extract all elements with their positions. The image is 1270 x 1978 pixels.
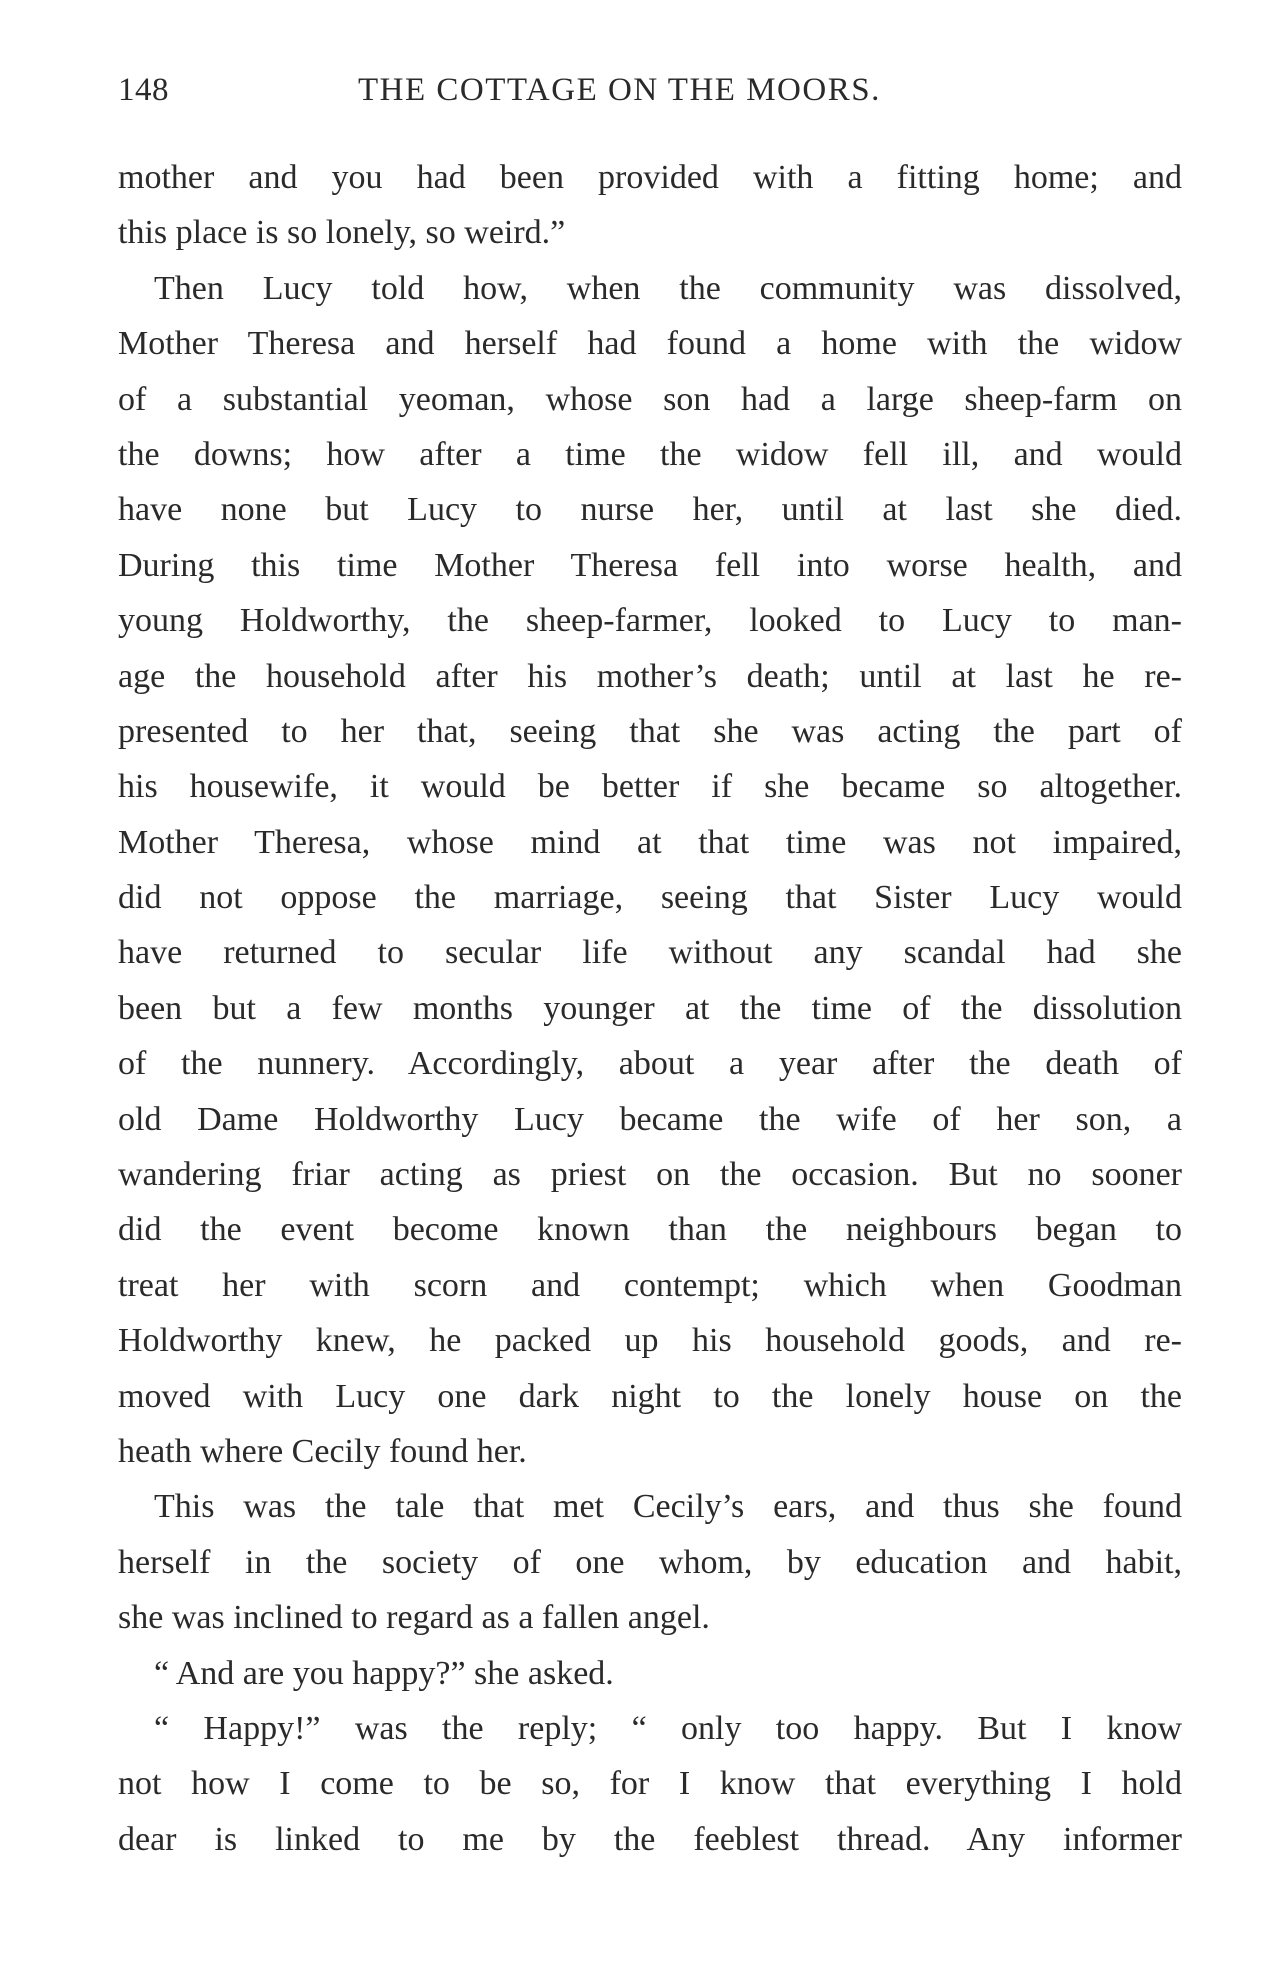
text-line: dear is linked to me by the feeblest thread. Any informer <box>118 1820 1182 1858</box>
text-line: of the nunnery. Accordingly, about a year after the death of <box>118 1045 1182 1083</box>
text-line: the downs; how after a time the widow fell ill, and would <box>118 435 1182 473</box>
paragraph <box>118 1701 1182 1867</box>
text-line: have returned to secular life without any scandal had she <box>118 934 1182 972</box>
text-line: heath where Cecily found her. <box>118 1432 527 1470</box>
text-line: Then Lucy told how, when the community was dissolved, <box>154 269 1182 307</box>
text-line: this place is so lonely, so weird.” <box>118 214 566 252</box>
text-line: wandering friar acting as priest on the occasion. But no sooner <box>118 1156 1182 1194</box>
page-number: 148 <box>118 72 169 108</box>
text-line: Holdworthy knew, he packed up his household goods, and re- <box>118 1322 1182 1360</box>
text-line: of a substantial yeoman, whose son had a large sheep-farm on <box>118 380 1182 418</box>
paragraph <box>118 150 1182 261</box>
text-line: been but a few months younger at the time of the dissolution <box>118 989 1182 1027</box>
text-line: “ And are you happy?” she asked. <box>154 1654 614 1692</box>
text-line: did not oppose the marriage, seeing that Sister Lucy would <box>118 879 1182 917</box>
text-line: During this time Mother Theresa fell into worse health, and <box>118 546 1182 584</box>
text-line: did the event become known than the neighbours began to <box>118 1211 1182 1249</box>
text-line: presented to her that, seeing that she was acting the part of <box>118 712 1182 750</box>
text-line: old Dame Holdworthy Lucy became the wife of her son, a <box>118 1100 1182 1138</box>
text-line: herself in the society of one whom, by education and habit, <box>118 1543 1182 1581</box>
text-line: young Holdworthy, the sheep-farmer, looked to Lucy to man- <box>118 602 1182 640</box>
text-line: his housewife, it would be better if she became so altogether. <box>118 768 1182 806</box>
text-line: treat her with scorn and contempt; which when Goodman <box>118 1266 1182 1304</box>
text-line: Mother Theresa and herself had found a home with the widow <box>118 325 1182 363</box>
text-line: moved with Lucy one dark night to the lonely house on the <box>118 1377 1182 1415</box>
page-header <box>118 72 1182 122</box>
text-line: not how I come to be so, for I know that everything I hold <box>118 1765 1182 1803</box>
text-line: Mother Theresa, whose mind at that time was not impaired, <box>118 823 1182 861</box>
text-line: age the household after his mother’s death; until at last he re- <box>118 657 1182 695</box>
text-line: This was the tale that met Cecily’s ears, and thus she found <box>154 1488 1182 1526</box>
running-title: THE COTTAGE ON THE MOORS. <box>358 72 881 108</box>
paragraph <box>118 1646 1182 1701</box>
paragraph <box>118 261 1182 1480</box>
text-line: have none but Lucy to nurse her, until at last she died. <box>118 491 1182 529</box>
text-line: “ Happy!” was the reply; “ only too happy. But I know <box>154 1709 1182 1747</box>
text-line: mother and you had been provided with a fitting home; and <box>118 159 1182 196</box>
paragraph <box>118 1479 1182 1645</box>
body-text <box>118 150 1182 1867</box>
text-line: she was inclined to regard as a fallen angel. <box>118 1599 710 1637</box>
